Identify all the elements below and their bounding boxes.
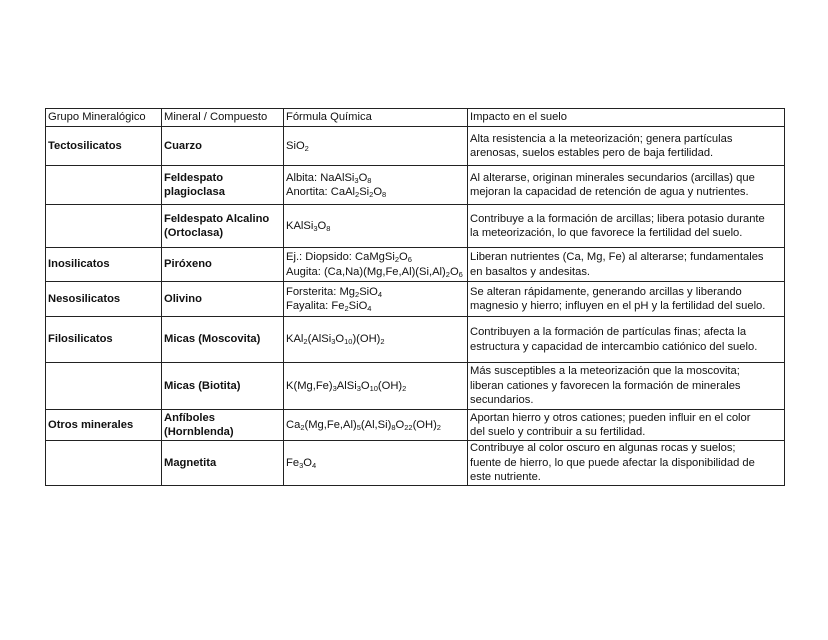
header-impact: Impacto en el suelo: [468, 109, 785, 127]
group-cell: [46, 166, 162, 205]
impact-line: Contribuyen a la formación de partículas finas; afecta la: [470, 326, 747, 338]
mineral-cell: [162, 166, 284, 205]
header-group: Grupo Mineralógico: [46, 109, 162, 127]
formula-cell: [284, 248, 468, 282]
table-row: [46, 248, 785, 282]
impact-line: liberan cationes y favorecen la formación de minerales: [470, 379, 741, 392]
mineral-line: Olivino: [164, 292, 202, 305]
mineral-line: Feldespato: [164, 171, 224, 184]
group-cell: [46, 205, 162, 248]
impact-line: Más susceptibles a la meteorización que la moscovita;: [470, 365, 740, 378]
table-row: [46, 127, 785, 166]
impact-line: Liberan nutrientes (Ca, Mg, Fe) al alterarse; fundamentales: [470, 251, 764, 263]
mineral-cell: [162, 363, 284, 410]
mineral-cell: [162, 410, 284, 441]
mineral-line: Magnetita: [164, 456, 217, 469]
impact-line: Alta resistencia a la meteorización; genera partículas: [470, 132, 733, 145]
mineral-line: (Ortoclasa): [164, 227, 224, 239]
mineral-line: Anfíboles: [164, 411, 215, 424]
impact-line: arenosas, suelos estables pero de baja fertilidad.: [470, 147, 714, 159]
impact-line: estructura y capacidad de intercambio catiónico del suelo.: [470, 340, 758, 353]
impact-line: magnesio y hierro; influyen en el pH y la fertilidad del suelo.: [470, 300, 766, 312]
formula-line: $K(Mg,Fe)_3AlSi_3O_{10}(OH)_2$: [286, 379, 407, 393]
impact-line: en basaltos y andesitas.: [470, 265, 591, 278]
formula-line: $KAl_2(AlSi_3O_{10})(OH)_2$: [286, 333, 385, 347]
mineral-cell: [162, 282, 284, 317]
table-row: [46, 317, 785, 363]
formula-line: SiO$_2$: [286, 139, 309, 153]
mineral-line: Cuarzo: [164, 139, 202, 152]
formula-cell: [284, 282, 468, 317]
header-formula: Fórmula Química: [284, 109, 468, 127]
header-mineral: Mineral / Compuesto: [162, 109, 284, 127]
formula-cell: [284, 317, 468, 363]
mineral-line: Feldespato Alcalino: [164, 212, 270, 225]
mineral-cell: [162, 317, 284, 363]
mineral-cell: [162, 127, 284, 166]
mineral-line: plagioclasa: [164, 186, 225, 198]
group-cell: Inosilicatos: [46, 248, 162, 282]
group-cell: Filosilicatos: [46, 317, 162, 363]
table-row: [46, 363, 785, 410]
impact-line: Se alteran rápidamente, generando arcillas y liberando: [470, 285, 742, 298]
impact-cell: [468, 127, 785, 166]
impact-line: secundarios.: [470, 394, 534, 407]
impact-cell: [468, 317, 785, 363]
formula-cell: [284, 410, 468, 441]
formula-line: $Ca_2(Mg,Fe,Al)_5(Al,Si)_8O_{22}(OH)_2$: [286, 418, 441, 432]
impact-cell: [468, 205, 785, 248]
impact-line: Aportan hierro y otros cationes; pueden influir en el color: [470, 411, 751, 424]
mineral-line: Piróxeno: [164, 258, 212, 271]
mineral-cell: [162, 441, 284, 486]
group-cell: [46, 363, 162, 410]
group-cell: [46, 441, 162, 486]
group-cell: Tectosilicatos: [46, 127, 162, 166]
formula-line: Ej.: Diopsido: $CaMgSi_2O_6$: [286, 251, 412, 264]
table-row: [46, 166, 785, 205]
minerals-table: [45, 108, 785, 486]
table-row: [46, 205, 785, 248]
formula-line: Anortita: $CaAl_2Si_2O_8$: [286, 186, 387, 199]
mineral-line: Micas (Biotita): [164, 379, 241, 392]
table-header-row: [46, 109, 785, 127]
group-cell: Otros minerales: [46, 410, 162, 441]
formula-line: $Fe_3O_4$: [286, 456, 317, 470]
formula-cell: [284, 205, 468, 248]
impact-cell: [468, 166, 785, 205]
formula-line: Augita: $(Ca,Na)(Mg,Fe,Al)(Si,Al)_2O_6$: [286, 265, 463, 279]
impact-line: este nutriente.: [470, 471, 541, 484]
impact-cell: [468, 282, 785, 317]
impact-line: fuente de hierro, lo que puede afectar la disponibilidad de: [470, 456, 755, 469]
formula-line: Albita: $NaAlSi_3O_8$: [286, 171, 372, 185]
formula-cell: [284, 441, 468, 486]
mineral-cell: [162, 248, 284, 282]
formula-cell: [284, 166, 468, 205]
mineral-line: Micas (Moscovita): [164, 333, 261, 346]
table-row: [46, 282, 785, 317]
impact-cell: [468, 248, 785, 282]
mineral-line: (Hornblenda): [164, 426, 234, 438]
impact-line: la meteorización, lo que favorece la fertilidad del suelo.: [470, 227, 743, 239]
table-row: [46, 410, 785, 441]
group-cell: Nesosilicatos: [46, 282, 162, 317]
formula-line: Fayalita: $Fe_2SiO_4$: [286, 300, 372, 313]
impact-line: del suelo y contribuir a su fertilidad.: [470, 426, 646, 438]
impact-cell: [468, 363, 785, 410]
impact-line: Contribuye al color oscuro en algunas rocas y suelos;: [470, 442, 736, 455]
impact-line: mejoran la capacidad de retención de agua y nutrientes.: [470, 186, 749, 198]
formula-line: Forsterita: $Mg_2SiO_4$: [286, 285, 383, 299]
impact-cell: [468, 410, 785, 441]
formula-cell: [284, 363, 468, 410]
formula-line: $KAlSi_3O_8$: [286, 219, 331, 233]
impact-cell: [468, 441, 785, 486]
mineral-cell: [162, 205, 284, 248]
impact-line: Al alterarse, originan minerales secundarios (arcillas) que: [470, 171, 755, 184]
impact-line: Contribuye a la formación de arcillas; libera potasio durante: [470, 212, 765, 225]
formula-cell: [284, 127, 468, 166]
table-row: [46, 441, 785, 486]
